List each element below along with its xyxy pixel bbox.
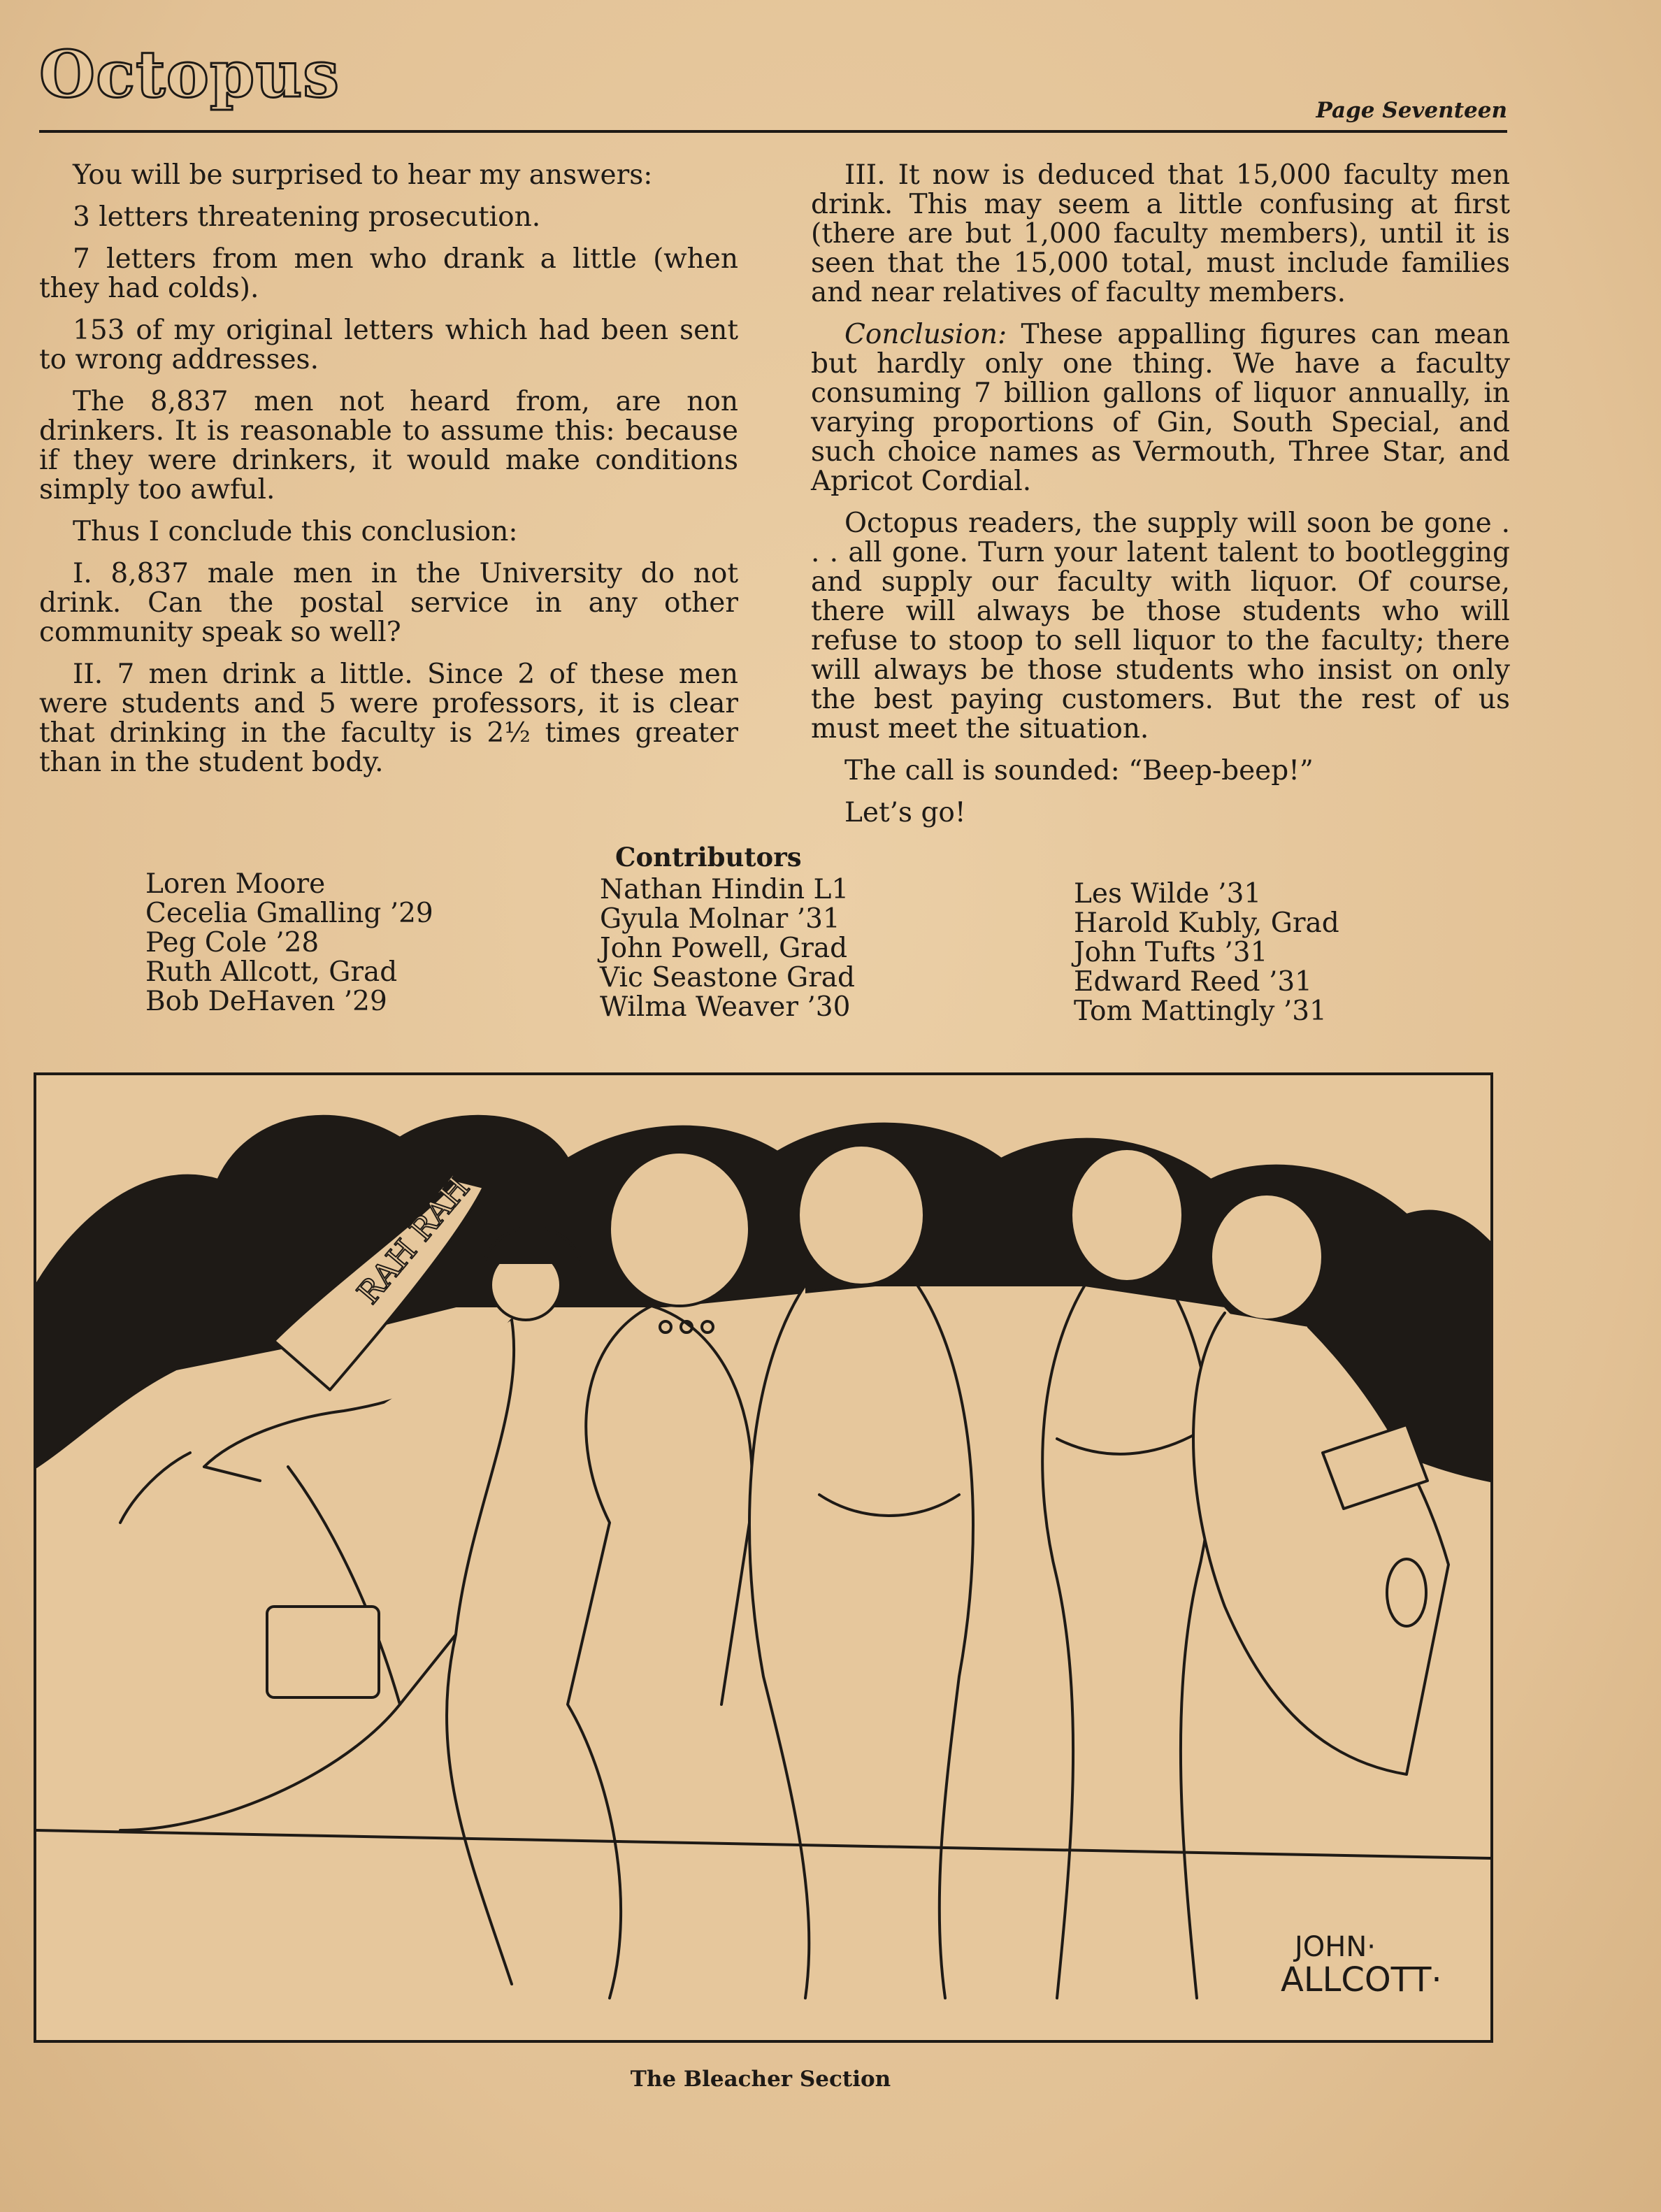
paragraph: Thus I conclude this conclusion: bbox=[73, 516, 518, 547]
contributor-name: Edward Reed ’31 bbox=[1074, 966, 1312, 998]
contributor-name: Nathan Hindin L1 bbox=[600, 874, 849, 905]
lets-go-line: Let’s go! bbox=[844, 797, 966, 828]
contributor-name: Cecelia Gmalling ’29 bbox=[145, 898, 433, 929]
paragraph: 153 of my original letters which had been sent to wrong addresses. bbox=[39, 315, 738, 375]
cartoon-caption: The Bleacher Section bbox=[630, 2067, 891, 2092]
paragraph: II. 7 men drink a little. Since 2 of these men were students and 5 were professors, it is clear that drinking in the faculty is 2½ times greater than in the student body. bbox=[39, 659, 738, 778]
conclusion-label: Conclusion: bbox=[844, 319, 1007, 350]
cartoon-drawing bbox=[36, 1075, 1490, 2040]
paragraph: 7 letters from men who drank a little (when they had colds). bbox=[39, 243, 738, 304]
artist-signature-line-2: ALLCOTT· bbox=[1281, 1960, 1442, 1999]
contributor-name: Peg Cole ’28 bbox=[145, 927, 319, 958]
call-line: The call is sounded: “Beep-beep!” bbox=[844, 755, 1314, 787]
contributor-name: Bob DeHaven ’29 bbox=[145, 986, 387, 1017]
contributors-column-2 bbox=[600, 875, 855, 1022]
contributors-column-1 bbox=[145, 870, 433, 1017]
conclusion-paragraph bbox=[811, 320, 1510, 496]
pennant-lettering: RAH RAH bbox=[350, 1170, 477, 1312]
paragraph-iii: III. It now is deduced that 15,000 faculty men drink. This may seem a little confusing at first (there are but 1,000 faculty members), until it is seen that the 15,000 total, must include families and near relatives of faculty members. bbox=[811, 159, 1510, 308]
paragraph: 3 letters threatening prosecution. bbox=[73, 201, 541, 233]
paragraph: I. 8,837 male men in the University do not drink. Can the postal service in any other community speak so well? bbox=[39, 558, 738, 648]
contributors-heading: Contributors bbox=[615, 842, 802, 872]
paragraph: The 8,837 men not heard from, are non drinkers. It is reasonable to assume this: because if they were drinkers, it would make conditions simply too awful. bbox=[39, 386, 738, 505]
contributor-name: John Tufts ’31 bbox=[1074, 937, 1268, 968]
paragraph: You will be surprised to hear my answers: bbox=[73, 159, 653, 191]
contributor-name: John Powell, Grad bbox=[600, 933, 848, 964]
contributor-name: Ruth Allcott, Grad bbox=[145, 956, 398, 988]
conclusion-text: These appalling figures can mean but hardly only one thing. We have a faculty consuming 7 billion gallons of liquor annually, in varying proportions of Gin, South Special, and such choice names as Vermouth, Three Star, and Apricot Cordial. bbox=[811, 319, 1510, 497]
right-text-column bbox=[811, 161, 1510, 840]
contributor-name: Vic Seastone Grad bbox=[600, 962, 856, 993]
masthead-title: Octopus bbox=[39, 36, 340, 112]
contributor-name: Loren Moore bbox=[145, 868, 326, 900]
page-number-label: Page Seventeen bbox=[1316, 98, 1507, 123]
readers-paragraph: Octopus readers, the supply will soon be gone . . . all gone. Turn your latent talent to bootlegging and supply our faculty with liquor. Of course, there will always be those students who will refuse to stoop to sell liquor to the faculty; there will always be those students who insist on only the best paying customers. But the rest of us must meet the situation. bbox=[811, 508, 1510, 745]
header-rule bbox=[39, 130, 1507, 133]
contributor-name: Wilma Weaver ’30 bbox=[600, 991, 851, 1023]
contributors-column-3 bbox=[1074, 879, 1339, 1026]
contributor-name: Tom Mattingly ’31 bbox=[1074, 996, 1327, 1027]
contributor-name: Les Wilde ’31 bbox=[1074, 878, 1262, 910]
artist-signature-line-1: JOHN· bbox=[1295, 1931, 1376, 1963]
contributor-name: Gyula Molnar ’31 bbox=[600, 903, 840, 935]
contributor-name: Harold Kubly, Grad bbox=[1074, 907, 1339, 939]
cartoon-illustration bbox=[34, 1072, 1493, 2043]
left-text-column bbox=[39, 161, 738, 790]
